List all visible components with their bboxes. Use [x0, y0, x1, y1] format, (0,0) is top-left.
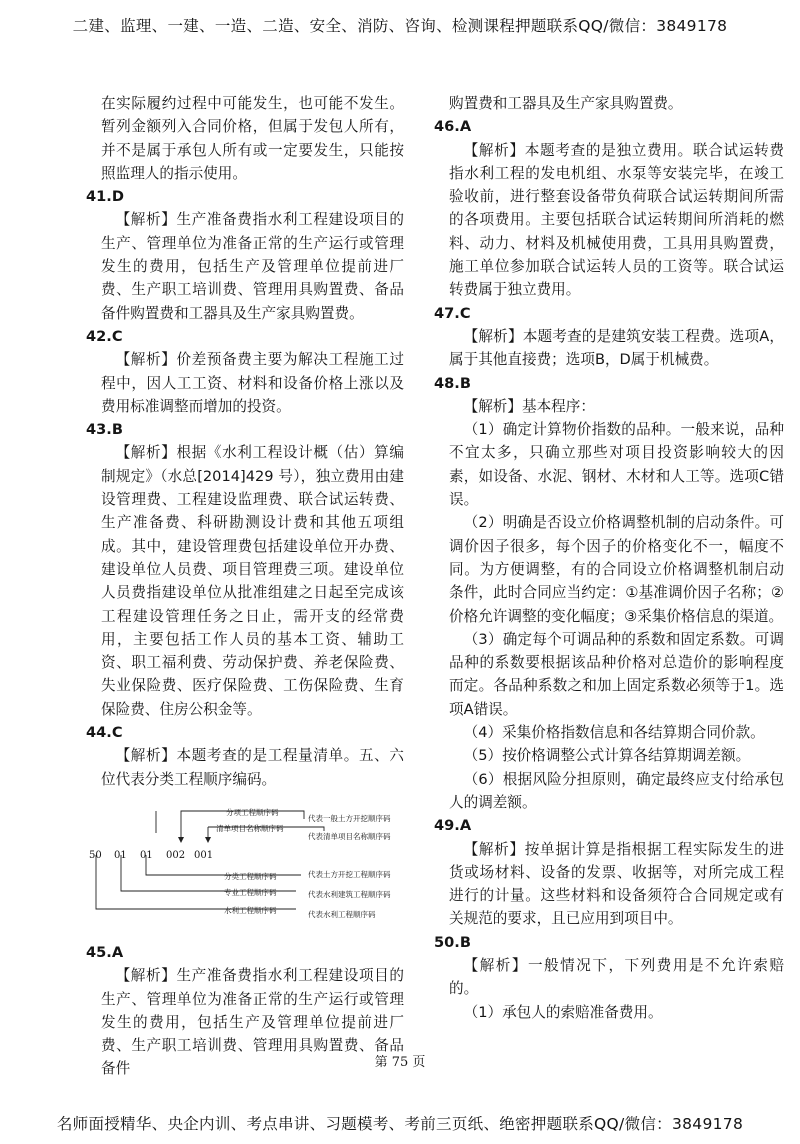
code-001: 001 — [194, 849, 214, 861]
side-label-4: 代表水利建筑工程顺序码 — [308, 889, 391, 899]
answer-45: 45.A — [86, 943, 124, 961]
side-label-1: 代表一般土方开挖顺序码 — [308, 813, 391, 823]
left-column — [86, 92, 404, 1081]
label-list-seq: 清单项目名称顺序码 — [216, 823, 284, 833]
procedure-item-3: （3）确定每个可调品种的系数和固定系数。可调品种的系数要根据该品种价格对总造价的影响程度而定。各品种系数之和加上固定系数必须等于1。选项A错误。 — [449, 630, 784, 718]
analysis-43-part2: 其中，建设管理费包括建设单位开办费、建设单位人员费、项目管理费三项。建设单位人员费指建设单位从批准组建之日起至完成该工程建设管理任务之日止，需开支的经常费用，主要包括工作人员的基本工资、辅助工资、职工福利费、劳动保护费、养老保险费、失业保险费、医疗保险费、工伤保险费、生育保险费、住房公积金等。 — [101, 537, 404, 718]
procedure-item-1: （1）确定计算物价指数的品种。一般来说，品种不宜太多，只确立那些对项目投资影响较大的因素，如设备、水泥、钢材、木材和人工等。选项C错误。 — [449, 421, 784, 509]
answer-47: 47.C — [434, 304, 471, 322]
procedure-item-5: （5）按价格调整公式计算各结算期调差额。 — [463, 747, 751, 765]
code-01b: 01 — [140, 849, 153, 861]
side-label-2: 代表清单项目名称顺序码 — [308, 831, 391, 841]
page-header: 二建、监理、一建、一造、二造、安全、消防、咨询、检测课程押题联系QQ/微信：3849178 — [72, 17, 728, 35]
analysis-42: 【解析】价差预备费主要为解决工程施工过程中，因人工工资、材料和设备价格上涨以及费用标准调整而增加的投资。 — [101, 351, 404, 415]
code-structure-diagram — [86, 799, 416, 935]
label-class-seq: 分类工程顺序码 — [224, 871, 277, 881]
analysis-48: 【解析】基本程序： — [463, 397, 595, 415]
analysis-43 — [86, 441, 404, 721]
analysis-41: 【解析】生产准备费指水利工程建设项目的生产、管理单位为准备正常的生产运行或管理发生的费用，包括生产及管理单位提前进厂费、生产职工培训费、管理用具购置费、备品备件购置费和工器具及生产家具购置费。 — [101, 211, 404, 322]
page-number: 第 75 页 — [374, 1055, 426, 1070]
label-prof-seq: 专业工程顺序码 — [224, 887, 277, 897]
right-column — [434, 92, 784, 1024]
analysis-50-item-1: （1）承包人的索赔准备费用。 — [463, 1003, 663, 1021]
analysis-49: 【解析】按单据计算是指根据工程实际发生的进货或场材料、设备的发票、收据等，对所完成工程进行的计量。这些材料和设备须符合合同规定或有关规范的要求，且已应用到项目中。 — [449, 840, 784, 928]
analysis-44: 【解析】本题考查的是工程量清单。五、六位代表分类工程顺序编码。 — [101, 747, 404, 788]
right-intro-text: 购置费和工器具及生产家具购置费。 — [449, 95, 683, 112]
label-item-seq: 分项工程顺序码 — [226, 807, 279, 817]
analysis-45: 【解析】生产准备费指水利工程建设项目的生产、管理单位为准备正常的生产运行或管理发生的费用，包括生产及管理单位提前进厂费、生产职工培训费、管理用具购置费、备品备件 — [101, 967, 404, 1078]
procedure-item-2: （2）明确是否设立价格调整机制的启动条件。可调价因子很多，每个因子的价格变化不一，幅度不同。为方便调整，有的合同设立价格调整机制启动条件，此时合同应当约定：①基准调价因子名称；②价格允许调整的变化幅度；③采集价格信息的渠道。 — [449, 514, 784, 625]
label-water-seq: 水利工程顺序码 — [224, 905, 277, 915]
analysis-43-part1: 【解析】根据《水利工程设计概（估）算编制规定》（水总[2014]429 号），独立费用由建设管理费、工程建设监理费、联合试运转费、生产准备费、科研勘测设计费和其他五项组成。 — [101, 444, 404, 555]
page-footer: 名师面授精华、央企内训、考点串讲、习题模考、考前三页纸、绝密押题联系QQ/微信：3849178 — [56, 1115, 744, 1133]
answer-43: 43.B — [86, 421, 123, 439]
procedure-item-4: （4）采集价格指数信息和各结算期合同价款。 — [463, 724, 765, 742]
procedure-item-6: （6）根据风险分担原则，确定最终应支付给承包人的调差额。 — [449, 770, 784, 811]
analysis-46: 【解析】本题考查的是独立费用。联合试运转费指水利工程的发电机组、水泵等安装完毕，在竣工验收前，进行整套设备带负荷联合试运转期间所需的各项费用。主要包括联合试运转期间所消耗的燃料、动力、材料及机械使用费，工具用具购置费，施工单位参加联合试运转人员的工资等。联合试运转费属于独立费用。 — [449, 141, 784, 299]
answer-50: 50.B — [434, 933, 471, 951]
code-50: 50 — [89, 849, 102, 861]
answer-41: 41.D — [86, 188, 124, 206]
answer-44: 44.C — [86, 724, 123, 742]
answer-42: 42.C — [86, 327, 123, 345]
side-label-5: 代表水利工程顺序码 — [308, 909, 376, 919]
analysis-50: 【解析】一般情况下，下列费用是不允许索赔的。 — [449, 956, 784, 998]
side-label-3: 代表土方开挖工程顺序码 — [308, 869, 391, 879]
answer-48: 48.B — [434, 374, 471, 392]
analysis-47: 【解析】本题考查的是建筑安装工程费。选项A，属于其他直接费；选项B，D属于机械费。 — [449, 327, 784, 369]
code-01a: 01 — [114, 849, 127, 861]
code-002: 002 — [166, 849, 186, 861]
answer-46: 46.A — [434, 118, 472, 136]
answer-49: 49.A — [434, 817, 472, 835]
intro-text: 在实际履约过程中可能发生，也可能不发生。暂列金额列入合同价格，但属于发包人所有，并不是属于承包人所有或一定要发生，只能按照监理人的指示使用。 — [101, 95, 404, 182]
